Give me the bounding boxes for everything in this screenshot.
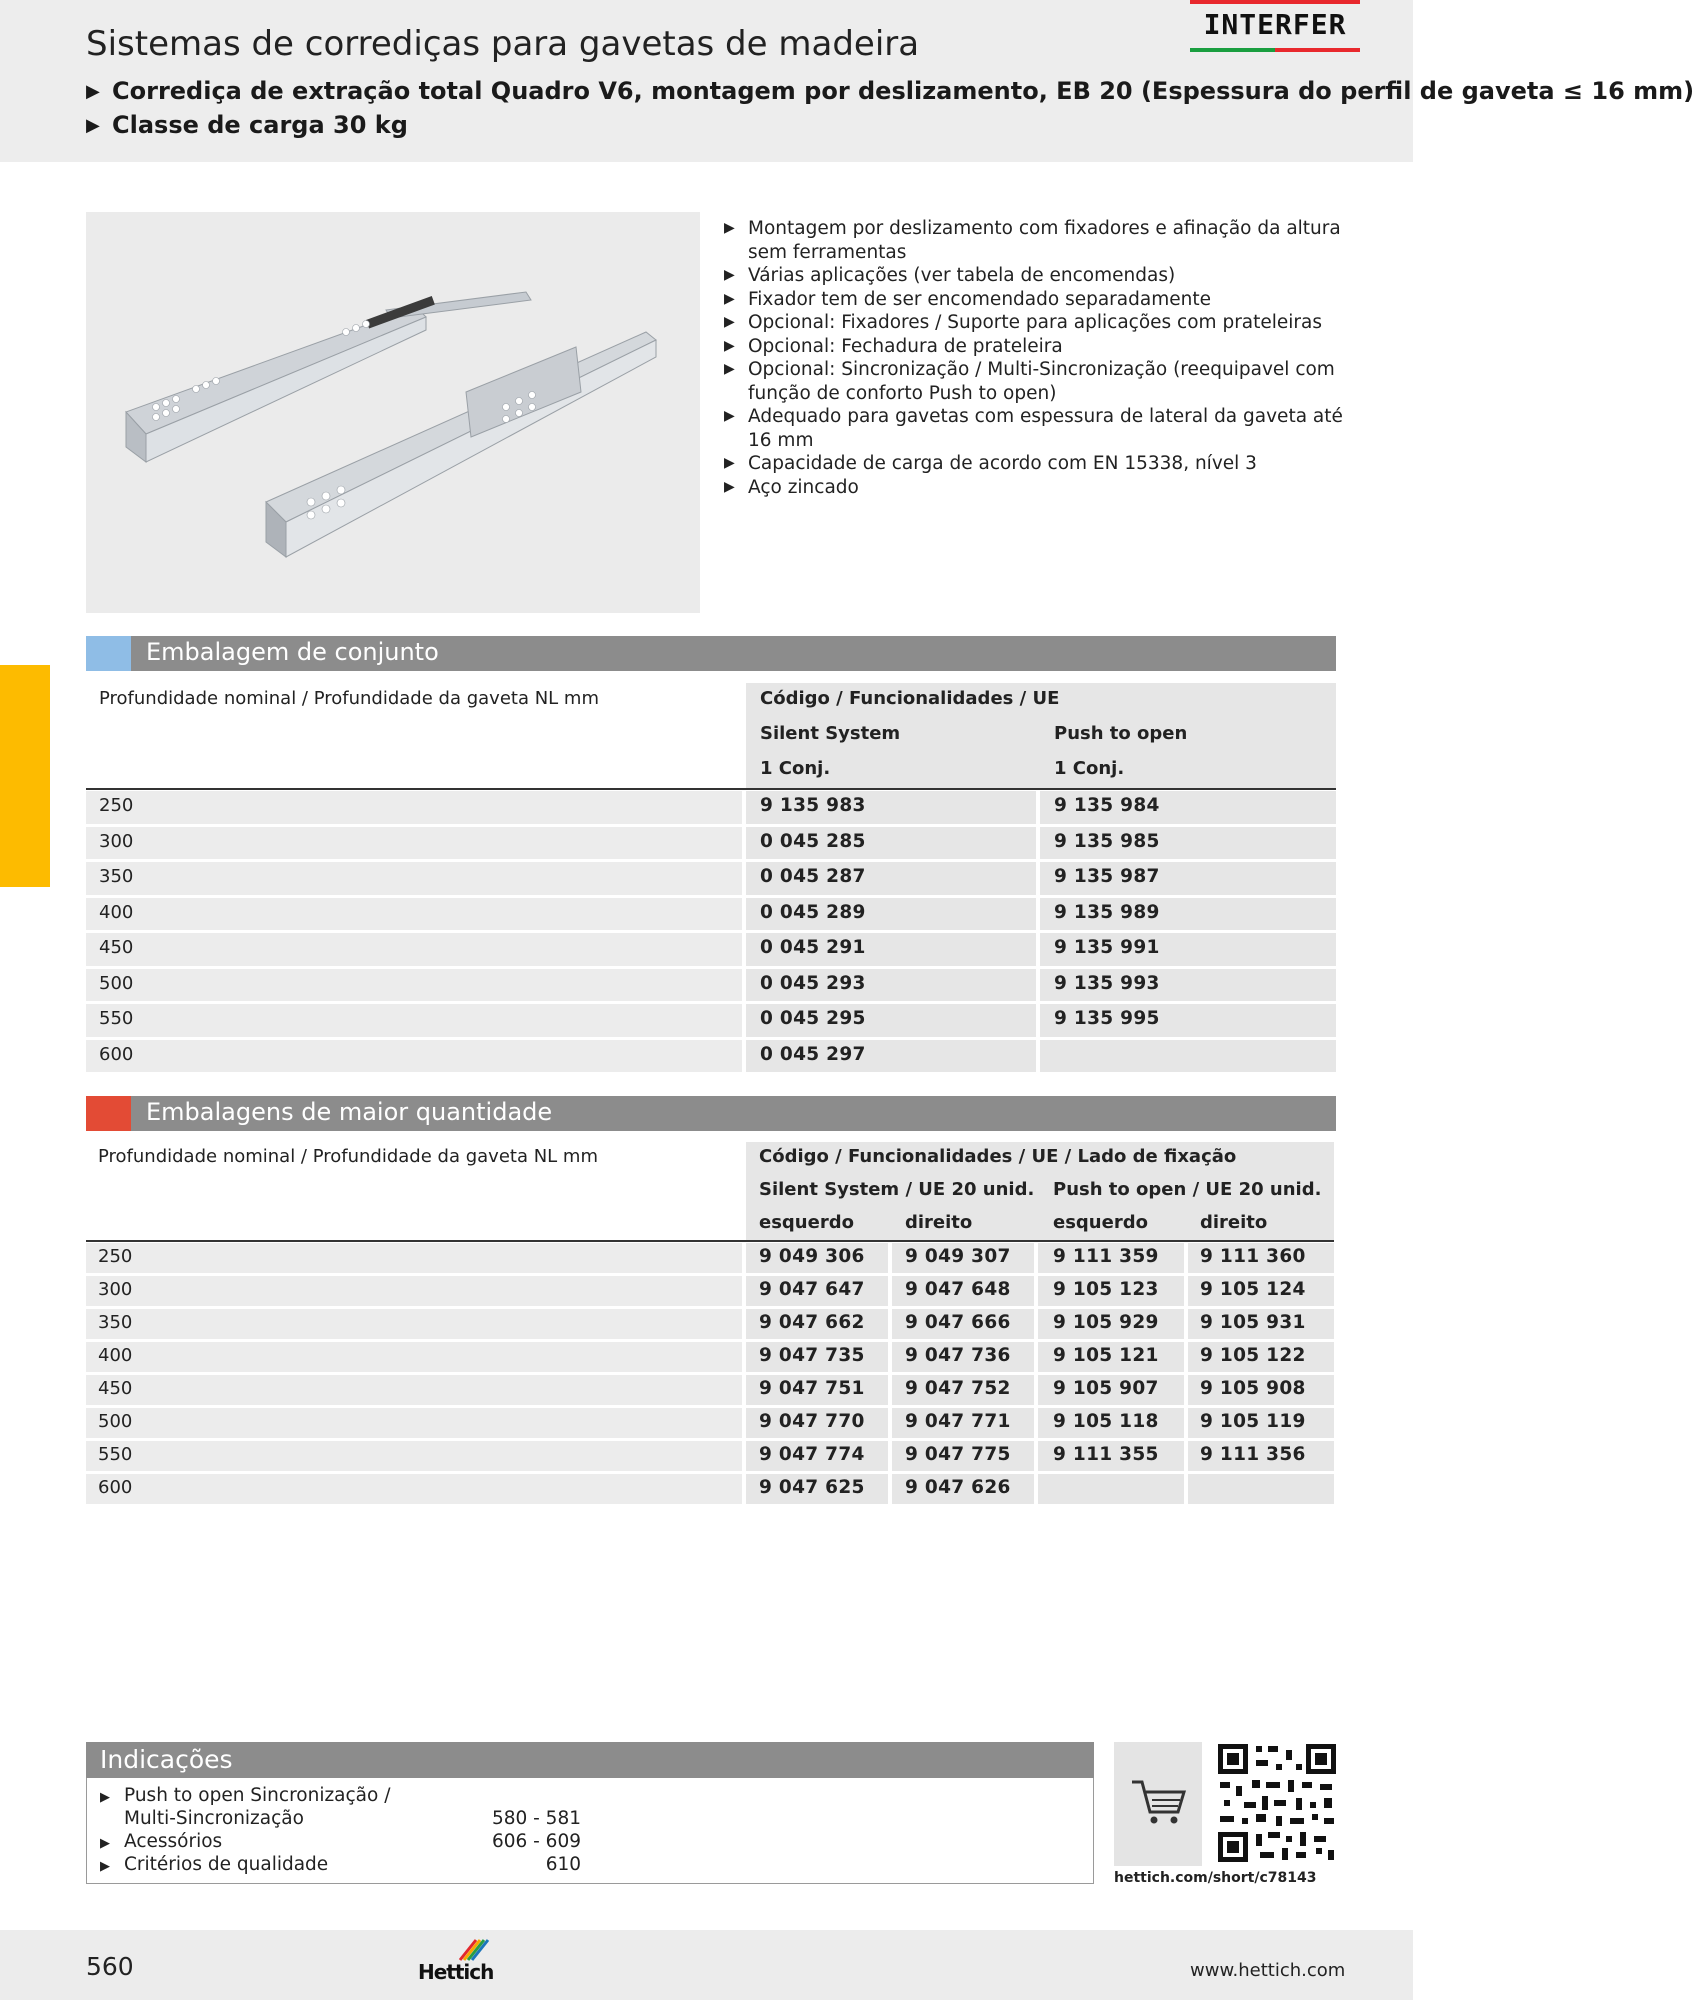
cell-code-push-right: 9 105 931	[1200, 1312, 1306, 1333]
cell-code-silent-left: 9 047 735	[759, 1345, 865, 1366]
bullet-arrow-icon: ▶	[100, 1836, 110, 1851]
cell-depth: 500	[98, 1411, 133, 1432]
row-bg-left	[86, 1004, 742, 1037]
indications-header	[86, 1742, 1094, 1778]
logo-wordmark: INTERFER	[1203, 8, 1347, 41]
bullet-arrow-icon: ▶	[724, 361, 735, 377]
cell-code-push-right: 9 105 119	[1200, 1411, 1306, 1432]
feature-text: Montagem por deslizamento com fixadores e afinação da altura sem ferramentas	[748, 218, 1341, 263]
section-color-marker	[86, 636, 131, 671]
cell-code-silent-right: 9 047 648	[905, 1279, 1011, 1300]
cell-depth: 350	[99, 866, 134, 887]
cell-depth: 350	[98, 1312, 133, 1333]
cell-code-silent: 0 045 293	[760, 972, 866, 994]
cell-code-silent: 0 045 287	[760, 866, 866, 887]
column-header-push-left: esquerdo	[1053, 1212, 1148, 1233]
bullet-arrow-icon: ▶	[724, 220, 735, 236]
drawer-runner-illustration	[86, 212, 700, 613]
cell-depth: 500	[99, 972, 134, 994]
qr-code-icon	[1216, 1742, 1338, 1864]
indications-title: Indicações	[100, 1745, 233, 1774]
cell-code-silent-right: 9 047 736	[905, 1345, 1011, 1366]
column-header-silent: Silent System	[760, 723, 901, 744]
website-link[interactable]: www.hettich.com	[1190, 1960, 1346, 1981]
indication-label-cont: Multi-Sincronização	[124, 1808, 304, 1829]
cell-code-silent-right: 9 049 307	[905, 1246, 1011, 1267]
feature-text: Fixador tem de ser encomendado separadamente	[748, 288, 1211, 310]
row-bg-left	[86, 1309, 742, 1339]
row-bg-left	[86, 1276, 742, 1306]
indication-label: Critérios de qualidade	[124, 1854, 329, 1875]
table-row	[86, 1040, 1336, 1073]
product-image	[86, 212, 700, 613]
row-bg-left	[86, 1342, 742, 1372]
cell-depth: 250	[99, 795, 134, 816]
cell-bg	[1038, 1474, 1184, 1504]
row-bg-left	[86, 791, 742, 824]
row-bg-left	[86, 1040, 742, 1073]
cell-code-silent-left: 9 047 625	[759, 1477, 865, 1498]
logo-bottom-bar-red	[1275, 48, 1360, 52]
cell-bg-push	[1040, 1040, 1336, 1073]
indication-item-accessories[interactable]	[100, 1831, 222, 1852]
table-row	[86, 1408, 1336, 1438]
cell-code-silent: 0 045 295	[760, 1008, 866, 1029]
cell-code-push-left: 9 111 359	[1053, 1246, 1159, 1267]
table-row	[86, 1342, 1336, 1372]
set-packaging-table	[86, 683, 1336, 1073]
cell-code-silent: 0 045 297	[760, 1043, 866, 1065]
column-header-depth: Profundidade nominal / Profundidade da gaveta NL mm	[98, 1146, 598, 1167]
cell-depth: 400	[99, 901, 134, 923]
indication-pages: 580 - 581	[491, 1808, 581, 1829]
feature-text: Aço zincado	[748, 476, 859, 498]
cell-depth: 550	[98, 1444, 133, 1465]
feature-text: Capacidade de carga de acordo com EN 15338, nível 3	[748, 453, 1257, 474]
row-bg-left	[86, 1441, 742, 1471]
bullet-arrow-icon: ▶	[724, 408, 735, 424]
section-color-marker	[86, 1096, 131, 1131]
cell-code-push-right: 9 105 124	[1200, 1279, 1306, 1300]
cell-code-silent-left: 9 049 306	[759, 1246, 865, 1267]
cell-code-silent-right: 9 047 771	[905, 1411, 1011, 1432]
table-row	[86, 791, 1336, 824]
cell-depth: 450	[98, 1378, 133, 1399]
indication-pages: 610	[545, 1854, 581, 1875]
feature-text: Adequado para gavetas com espessura de lateral da gaveta até 16 mm	[748, 406, 1343, 451]
bullet-arrow-icon: ▶	[724, 337, 735, 354]
qr-code[interactable]	[1216, 1742, 1338, 1864]
cell-code-push: 9 135 987	[1054, 866, 1160, 887]
column-header-silent-right: direito	[905, 1212, 973, 1233]
cell-code-silent-right: 9 047 775	[905, 1444, 1011, 1465]
cell-depth: 300	[98, 1279, 133, 1300]
bullet-arrow-icon: ▶	[724, 478, 735, 495]
column-header-push: Push to open / UE 20 unid.	[1053, 1179, 1322, 1200]
bullet-arrow-icon: ▶	[724, 455, 735, 471]
cell-code-push-left: 9 105 121	[1053, 1345, 1159, 1366]
row-bg-left	[86, 1243, 742, 1273]
cell-depth: 600	[98, 1477, 133, 1498]
cell-code-push-right: 9 105 908	[1200, 1378, 1306, 1399]
bullet-arrow-icon: ▶	[100, 1790, 110, 1805]
section-bulk-packaging-header	[86, 1096, 1336, 1131]
feature-text: Opcional: Fechadura de prateleira	[748, 335, 1063, 357]
feature-item	[724, 358, 1364, 405]
cell-code-push-left: 9 105 929	[1053, 1312, 1159, 1333]
cell-depth: 300	[99, 830, 134, 852]
hettich-wordmark: Hettich	[418, 1960, 494, 1984]
cell-code-push-right: 9 111 360	[1200, 1246, 1306, 1267]
hettich-stripes-icon	[414, 1936, 494, 1962]
feature-text: Opcional: Sincronização / Multi-Sincronização (reequipavel com função de conforto Push to open)	[748, 359, 1335, 404]
table-row	[86, 933, 1336, 966]
table-row	[86, 898, 1336, 931]
feature-item	[724, 264, 1364, 288]
feature-item	[724, 288, 1364, 312]
cell-code-silent-left: 9 047 770	[759, 1411, 865, 1432]
cell-code-silent-left: 9 047 647	[759, 1279, 865, 1300]
logo-top-bar	[1190, 0, 1360, 4]
cell-code-silent-right: 9 047 752	[905, 1378, 1011, 1399]
table-row	[86, 1441, 1336, 1471]
cell-depth: 450	[99, 937, 134, 958]
cell-code-silent-right: 9 047 626	[905, 1477, 1011, 1498]
cell-code-push-left: 9 105 907	[1053, 1378, 1159, 1399]
header-divider	[86, 1240, 1334, 1242]
feature-item	[724, 311, 1364, 335]
table-row	[86, 969, 1336, 1002]
header-divider	[86, 788, 1336, 790]
row-bg-left	[86, 969, 742, 1002]
table-row	[86, 1309, 1336, 1339]
feature-list	[724, 217, 1364, 499]
cell-depth: 550	[99, 1008, 134, 1029]
feature-item	[724, 476, 1364, 500]
row-bg-left	[86, 827, 742, 860]
feature-item	[724, 452, 1364, 476]
column-header-push: Push to open	[1054, 723, 1188, 744]
cell-code-silent: 0 045 291	[760, 937, 866, 958]
column-group-header: Código / Funcionalidades / UE	[760, 688, 1060, 709]
table-row	[86, 1375, 1336, 1405]
indication-item-sync[interactable]	[100, 1785, 390, 1806]
cell-code-push: 9 135 993	[1054, 972, 1160, 994]
bullet-arrow-icon: ▶	[100, 1859, 110, 1874]
table-row	[86, 1243, 1336, 1273]
table-row	[86, 827, 1336, 860]
shop-cart-box[interactable]	[1114, 1742, 1202, 1866]
cell-code-silent-left: 9 047 751	[759, 1378, 865, 1399]
hettich-logo	[414, 1936, 494, 1984]
cell-code-silent: 0 045 289	[760, 901, 866, 923]
bullet-arrow-icon: ▶	[724, 267, 735, 283]
logo-bottom-bar-green	[1190, 48, 1275, 52]
cell-code-push: 9 135 985	[1054, 830, 1160, 852]
table-row	[86, 1474, 1336, 1504]
cell-code-silent-right: 9 047 666	[905, 1312, 1011, 1333]
row-bg-left	[86, 1408, 742, 1438]
cell-code-push: 9 135 984	[1054, 795, 1160, 816]
page-title: Sistemas de corrediças para gavetas de madeira	[86, 24, 920, 64]
row-bg-left	[86, 1375, 742, 1405]
subtitle-product	[86, 77, 1694, 105]
row-bg-left	[86, 898, 742, 931]
cell-code-push: 9 135 989	[1054, 901, 1160, 923]
column-header-silent-left: esquerdo	[759, 1212, 854, 1233]
section-set-packaging-header	[86, 636, 1336, 671]
column-header-push-right: direito	[1200, 1212, 1268, 1233]
section-title: Embalagem de conjunto	[146, 638, 439, 666]
cell-code-silent: 9 135 983	[760, 795, 866, 816]
cell-code-push-left: 9 105 123	[1053, 1279, 1159, 1300]
section-title: Embalagens de maior quantidade	[146, 1098, 553, 1126]
column-header-depth: Profundidade nominal / Profundidade da gaveta NL mm	[99, 688, 599, 709]
cell-code-push-left: 9 111 355	[1053, 1444, 1159, 1465]
page-number: 560	[86, 1952, 134, 1981]
column-unit-push: 1 Conj.	[1054, 758, 1125, 779]
bullet-arrow-icon: ▶	[86, 115, 100, 136]
interfer-logo	[1190, 0, 1360, 56]
cell-bg	[1188, 1474, 1334, 1504]
column-header-silent: Silent System / UE 20 unid.	[759, 1179, 1035, 1200]
feature-item	[724, 217, 1364, 264]
subtitle-load-class-text: Classe de carga 30 kg	[112, 111, 408, 139]
bullet-arrow-icon: ▶	[724, 290, 735, 307]
feature-text: Opcional: Fixadores / Suporte para aplicações com prateleiras	[748, 312, 1323, 333]
indication-label: Acessórios	[124, 1831, 223, 1852]
cell-code-silent-left: 9 047 662	[759, 1312, 865, 1333]
feature-text: Várias aplicações (ver tabela de encomendas)	[748, 265, 1176, 286]
shopping-cart-icon	[1114, 1742, 1202, 1866]
cell-depth: 600	[99, 1043, 134, 1065]
indication-pages: 606 - 609	[491, 1831, 581, 1852]
bullet-arrow-icon: ▶	[724, 314, 735, 330]
cell-code-push: 9 135 995	[1054, 1008, 1160, 1029]
row-bg-left	[86, 933, 742, 966]
cell-code-push: 9 135 991	[1054, 937, 1160, 958]
cell-code-push-right: 9 111 356	[1200, 1444, 1306, 1465]
bullet-arrow-icon: ▶	[86, 81, 100, 102]
cell-code-silent: 0 045 285	[760, 830, 866, 852]
subtitle-product-text: Corrediça de extração total Quadro V6, montagem por deslizamento, EB 20 (Espessura do perfil de gaveta ≤ 16 mm)	[112, 77, 1694, 105]
cell-code-silent-left: 9 047 774	[759, 1444, 865, 1465]
indication-label: Push to open Sincronização /	[124, 1785, 391, 1806]
table-row	[86, 1004, 1336, 1037]
chapter-tab	[0, 665, 50, 887]
column-group-header: Código / Funcionalidades / UE / Lado de fixação	[759, 1146, 1237, 1167]
cell-depth: 250	[98, 1246, 133, 1267]
row-bg-left	[86, 1474, 742, 1504]
table-row	[86, 862, 1336, 895]
feature-item	[724, 405, 1364, 452]
bulk-packaging-table	[86, 1142, 1336, 1507]
cell-depth: 400	[98, 1345, 133, 1366]
subtitle-load-class	[86, 111, 408, 139]
indication-item-quality[interactable]	[100, 1854, 328, 1875]
short-url-link[interactable]: hettich.com/short/c78143	[1114, 1870, 1317, 1886]
column-unit-silent: 1 Conj.	[760, 758, 831, 779]
row-bg-left	[86, 862, 742, 895]
table-row	[86, 1276, 1336, 1306]
feature-item	[724, 335, 1364, 359]
cell-code-push-left: 9 105 118	[1053, 1411, 1159, 1432]
cell-code-push-right: 9 105 122	[1200, 1345, 1306, 1366]
